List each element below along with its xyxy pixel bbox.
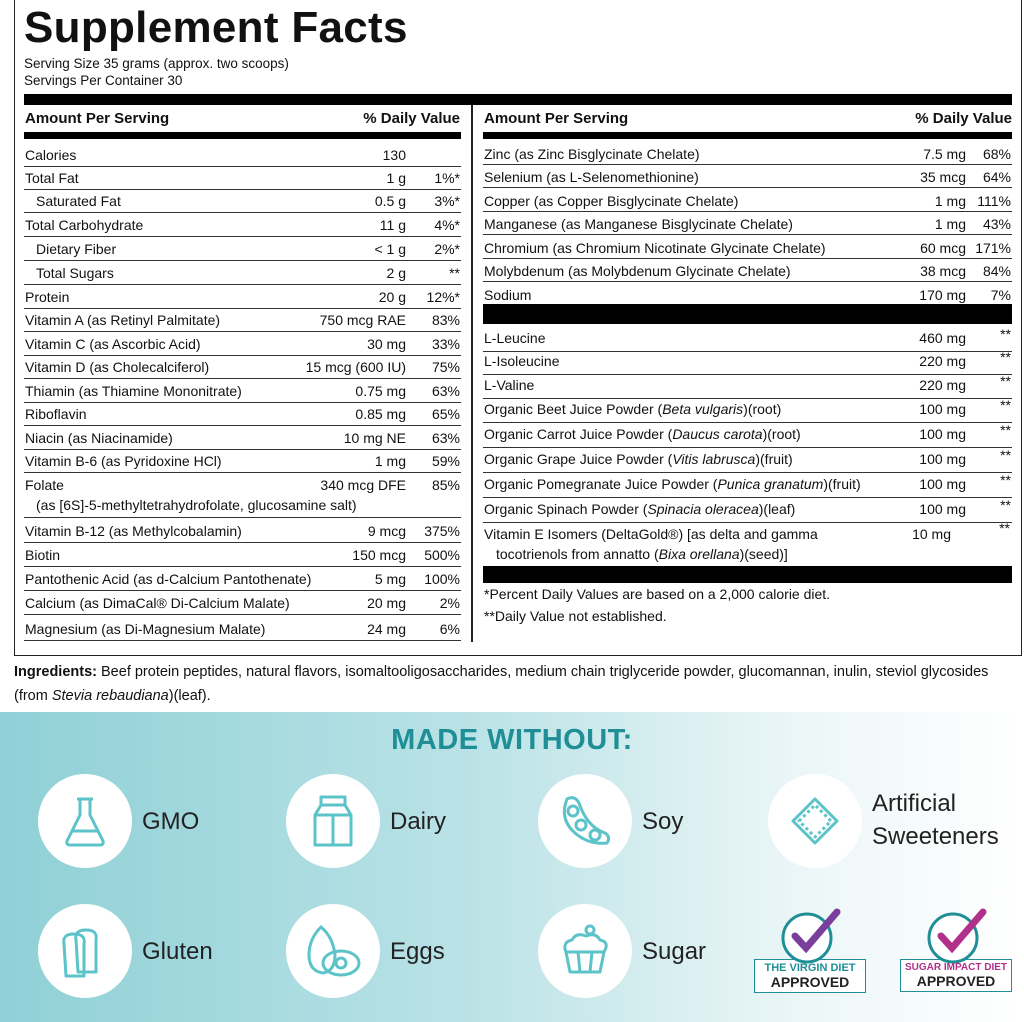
- footnote-dv-not-established: **Daily Value not established.: [484, 608, 667, 624]
- ingredient-row: [483, 423, 1012, 448]
- eggs-circle: [286, 904, 380, 998]
- gluten-label: Gluten: [142, 938, 213, 965]
- nutrient-amount: < 1 g: [374, 241, 406, 257]
- ingredient-row: [483, 498, 1012, 523]
- nutrient-daily-value: 1%*: [434, 170, 460, 186]
- virgin-diet-name: THE VIRGIN DIET: [764, 962, 856, 974]
- nutrient-name: Calcium (as DimaCal® Di-Calcium Malate): [25, 595, 290, 611]
- nutrient-amount: 2 g: [386, 265, 406, 281]
- ingredient-name: L-Valine: [484, 377, 535, 393]
- column-divider: [471, 105, 473, 642]
- mineral-row: [483, 166, 1012, 188]
- nutrient-name: Protein: [25, 289, 70, 305]
- vitamin-e-row: [484, 520, 1012, 566]
- nutrient-daily-value: 83%: [431, 312, 460, 328]
- ingredient-amount: 100 mg: [919, 401, 966, 417]
- ingredient-daily-value: **: [1000, 373, 1011, 389]
- nutrient-daily-value: 85%: [431, 477, 460, 493]
- mineral-daily-value: 64%: [982, 169, 1011, 185]
- ingredient-amount: 100 mg: [919, 476, 966, 492]
- ingredient-amount: 460 mg: [919, 330, 966, 346]
- sugar-impact-diet-badge: [900, 906, 1012, 992]
- mineral-daily-value: 68%: [982, 146, 1011, 162]
- nutrient-name: Niacin (as Niacinamide): [25, 430, 173, 446]
- egg-icon: [301, 919, 365, 983]
- made-without-title: MADE WITHOUT:: [391, 724, 633, 756]
- vitamin-e-line2: tocotrienols from annatto (Bixa orellana)(seed)]: [496, 546, 788, 562]
- nutrient-name: Folate: [25, 477, 64, 493]
- nutrient-row: [24, 286, 461, 309]
- nutrient-name: Vitamin B-6 (as Pyridoxine HCl): [25, 453, 222, 469]
- serving-size: Serving Size 35 grams (approx. two scoops): [24, 56, 289, 71]
- right-header-dv: % Daily Value: [915, 110, 1012, 127]
- nutrient-row: [24, 238, 461, 261]
- ingredient-daily-value: **: [1000, 497, 1011, 513]
- ingredient-name: Organic Pomegranate Juice Powder (Punica granatum)(fruit): [484, 476, 861, 492]
- nutrient-amount: 130: [382, 147, 406, 163]
- nutrient-row: [24, 262, 461, 285]
- nutrient-amount: 20 mg: [367, 595, 406, 611]
- ingredient-amount: 100 mg: [919, 451, 966, 467]
- nutrient-daily-value: 63%: [431, 383, 460, 399]
- mineral-name: Manganese (as Manganese Bisglycinate Chelate): [484, 216, 793, 232]
- artificial-sweeteners-circle: [768, 774, 862, 868]
- mineral-name: Sodium: [484, 287, 532, 303]
- nutrient-row: [24, 568, 461, 591]
- ingredient-name: L-Leucine: [484, 330, 546, 346]
- vitamin-e-amount: 10 mg: [912, 526, 951, 542]
- nutrient-row: [24, 618, 461, 641]
- nutrient-amount: 750 mcg RAE: [319, 312, 406, 328]
- nutrient-daily-value: 59%: [431, 453, 460, 469]
- nutrient-amount: 1 g: [386, 170, 406, 186]
- footnote-percent-dv: *Percent Daily Values are based on a 2,000 calorie diet.: [484, 586, 831, 602]
- ingredient-row: [483, 398, 1012, 423]
- nutrient-amount: 30 mg: [367, 336, 406, 352]
- nutrient-name: Total Sugars: [36, 265, 114, 281]
- sugar-impact-diet-approved: APPROVED: [916, 973, 996, 989]
- mineral-amount: 60 mcg: [920, 240, 966, 256]
- nutrient-name: Vitamin D (as Cholecalciferol): [25, 359, 210, 375]
- ingredient-amount: 100 mg: [919, 501, 966, 517]
- nutrient-amount: 20 g: [378, 289, 406, 305]
- nutrient-row: [24, 544, 461, 567]
- mineral-amount: 7.5 mg: [923, 146, 966, 162]
- nutrient-daily-value: 500%: [424, 547, 460, 563]
- checkmark-icon: [921, 906, 991, 964]
- ingredients-statement: Ingredients: Beef protein peptides, natural flavors, isomaltooligosaccharides, medium chain triglyceride powder, glucomannan, inulin, steviol glycosides (from Stevia rebaudiana)(leaf).: [14, 664, 989, 704]
- ingredient-row: [483, 473, 1012, 498]
- nutrient-row: [24, 309, 461, 332]
- nutrient-name: Magnesium (as Di-Magnesium Malate): [25, 621, 266, 637]
- nutrient-daily-value: 75%: [431, 359, 460, 375]
- nutrient-row: [24, 520, 461, 543]
- thick-divider: [24, 94, 1012, 105]
- nutrient-daily-value: 65%: [431, 406, 460, 422]
- mineral-daily-value: 7%: [990, 287, 1011, 303]
- nutrient-daily-value: 12%*: [426, 289, 460, 305]
- nutrient-amount: 150 mcg: [352, 547, 406, 563]
- vitamin-e-dv: **: [999, 520, 1010, 536]
- cupcake-icon: [554, 920, 616, 982]
- nutrient-name: Riboflavin: [25, 406, 87, 422]
- nutrient-name: Dietary Fiber: [36, 241, 117, 257]
- virgin-diet-badge: [754, 906, 866, 993]
- left-header-dv: % Daily Value: [363, 110, 460, 127]
- nutrient-row: [24, 450, 461, 473]
- nutrient-amount: 24 mg: [367, 621, 406, 637]
- checkmark-icon: [775, 906, 845, 964]
- mineral-name: Chromium (as Chromium Nicotinate Glycinate Chelate): [484, 240, 826, 256]
- soy-label: Soy: [642, 808, 684, 835]
- nutrient-name: Total Carbohydrate: [25, 217, 144, 233]
- ingredient-daily-value: **: [1000, 447, 1011, 463]
- mineral-amount: 1 mg: [934, 216, 966, 232]
- mineral-daily-value: 171%: [975, 240, 1011, 256]
- nutrient-amount: 0.85 mg: [355, 406, 406, 422]
- nutrient-row: [24, 144, 461, 167]
- mineral-name: Copper (as Copper Bisglycinate Chelate): [484, 193, 739, 209]
- mineral-name: Zinc (as Zinc Bisglycinate Chelate): [484, 146, 700, 162]
- mineral-row: [483, 260, 1012, 282]
- nutrient-name: Vitamin B-12 (as Methylcobalamin): [25, 523, 242, 539]
- soy-circle: [538, 774, 632, 868]
- ingredient-daily-value: **: [1000, 422, 1011, 438]
- nutrient-amount: 9 mcg: [367, 523, 406, 539]
- bottom-bar: [483, 566, 1012, 583]
- mineral-name: Selenium (as L-Selenomethionine): [484, 169, 699, 185]
- nutrient-daily-value: 100%: [424, 571, 460, 587]
- nutrient-row: [24, 167, 461, 190]
- mineral-row: [483, 143, 1012, 165]
- right-header-rule: [483, 132, 1012, 139]
- left-header-rule: [24, 132, 461, 139]
- nutrient-row: [24, 190, 461, 213]
- nutrient-amount: 1 mg: [374, 453, 406, 469]
- nutrient-row: [24, 356, 461, 379]
- nutrient-row: [24, 427, 461, 450]
- nutrient-daily-value: **: [449, 265, 460, 281]
- ingredient-daily-value: **: [1000, 472, 1011, 488]
- nutrient-name: Pantothenic Acid (as d-Calcium Pantothenate): [25, 571, 312, 587]
- mineral-amount: 1 mg: [934, 193, 966, 209]
- gluten-circle: [38, 904, 132, 998]
- mineral-amount: 170 mg: [919, 287, 966, 303]
- sugar-label: Sugar: [642, 938, 707, 965]
- bread-icon: [54, 920, 116, 982]
- nutrient-daily-value: 2%: [439, 595, 460, 611]
- ingredient-row: [483, 327, 1012, 352]
- ingredient-name: Organic Carrot Juice Powder (Daucus carota)(root): [484, 426, 801, 442]
- right-header-amount: Amount Per Serving: [484, 110, 629, 127]
- nutrient-row: [24, 474, 461, 518]
- nutrient-amount: 0.75 mg: [355, 383, 406, 399]
- facts-title: Supplement Facts: [24, 3, 408, 52]
- mineral-row: [483, 284, 1012, 306]
- ingredient-name: L-Isoleucine: [484, 353, 560, 369]
- nutrient-row: [24, 333, 461, 356]
- sweetener-packet-icon: [785, 791, 845, 851]
- ingredient-name: Organic Spinach Powder (Spinacia oleracea)(leaf): [484, 501, 796, 517]
- mineral-daily-value: 43%: [982, 216, 1011, 232]
- nutrient-daily-value: 6%: [439, 621, 460, 637]
- artificial-sweeteners-label: Artificial Sweeteners: [872, 790, 999, 850]
- sugar-circle: [538, 904, 632, 998]
- mineral-row: [483, 237, 1012, 259]
- virgin-diet-approved: APPROVED: [770, 974, 850, 990]
- nutrient-daily-value: 3%*: [434, 193, 460, 209]
- ingredient-amount: 220 mg: [919, 377, 966, 393]
- ingredient-name: Organic Grape Juice Powder (Vitis labrusca)(fruit): [484, 451, 793, 467]
- gmo-circle: [38, 774, 132, 868]
- nutrient-daily-value: 33%: [431, 336, 460, 352]
- nutrient-row: [24, 592, 461, 615]
- nutrient-name: Biotin: [25, 547, 61, 563]
- mineral-name: Molybdenum (as Molybdenum Glycinate Chelate): [484, 263, 791, 279]
- mid-bar: [483, 304, 1012, 324]
- nutrient-row: [24, 214, 461, 237]
- dairy-circle: [286, 774, 380, 868]
- nutrient-amount: 340 mcg DFE: [320, 477, 406, 493]
- ingredient-amount: 220 mg: [919, 353, 966, 369]
- nutrient-amount: 11 g: [379, 217, 406, 233]
- gmo-label: GMO: [142, 808, 200, 835]
- nutrient-daily-value: 4%*: [434, 217, 460, 233]
- left-header-amount: Amount Per Serving: [25, 110, 170, 127]
- ingredient-daily-value: **: [1000, 397, 1011, 413]
- sugar-impact-diet-name: SUGAR IMPACT DIET: [904, 962, 1008, 973]
- ingredient-row: [483, 374, 1012, 399]
- nutrient-row: [24, 380, 461, 403]
- ingredient-name: Organic Beet Juice Powder (Beta vulgaris)(root): [484, 401, 782, 417]
- nutrient-name: Saturated Fat: [36, 193, 121, 209]
- vitamin-e-line1: Vitamin E Isomers (DeltaGold®) [as delta and gamma: [484, 526, 818, 542]
- nutrient-amount: 0.5 g: [374, 193, 406, 209]
- nutrient-name: Thiamin (as Thiamine Mononitrate): [25, 383, 242, 399]
- nutrient-row: [24, 403, 461, 426]
- milk-carton-icon: [303, 791, 363, 851]
- mineral-row: [483, 190, 1012, 212]
- nutrient-daily-value: 2%*: [434, 241, 460, 257]
- nutrient-amount: 5 mg: [374, 571, 406, 587]
- mineral-daily-value: 84%: [982, 263, 1011, 279]
- mineral-row: [483, 213, 1012, 235]
- nutrient-amount: 15 mcg (600 IU): [305, 359, 406, 375]
- nutrient-name: Calories: [25, 147, 77, 163]
- ingredient-amount: 100 mg: [919, 426, 966, 442]
- nutrient-daily-value: 63%: [431, 430, 460, 446]
- ingredient-row: [483, 448, 1012, 473]
- mineral-amount: 38 mcg: [920, 263, 966, 279]
- nutrient-name: Total Fat: [25, 170, 79, 186]
- ingredient-daily-value: **: [1000, 326, 1011, 342]
- ingredient-row: [483, 350, 1012, 375]
- dairy-label: Dairy: [390, 808, 447, 835]
- mineral-daily-value: 111%: [977, 193, 1011, 209]
- soybean-pod-icon: [553, 789, 617, 853]
- nutrient-name: Vitamin A (as Retinyl Palmitate): [25, 312, 221, 328]
- ingredient-daily-value: **: [1000, 349, 1011, 365]
- made-without-section: [0, 712, 1024, 1022]
- flask-icon: [55, 791, 115, 851]
- nutrient-note: (as [6S]-5-methyltetrahydrofolate, glucosamine salt): [36, 497, 357, 513]
- nutrient-amount: 10 mg NE: [343, 430, 406, 446]
- eggs-label: Eggs: [390, 938, 445, 965]
- mineral-amount: 35 mcg: [920, 169, 966, 185]
- nutrient-name: Vitamin C (as Ascorbic Acid): [25, 336, 201, 352]
- nutrient-daily-value: 375%: [424, 523, 460, 539]
- servings-per-container: Servings Per Container 30: [24, 73, 183, 88]
